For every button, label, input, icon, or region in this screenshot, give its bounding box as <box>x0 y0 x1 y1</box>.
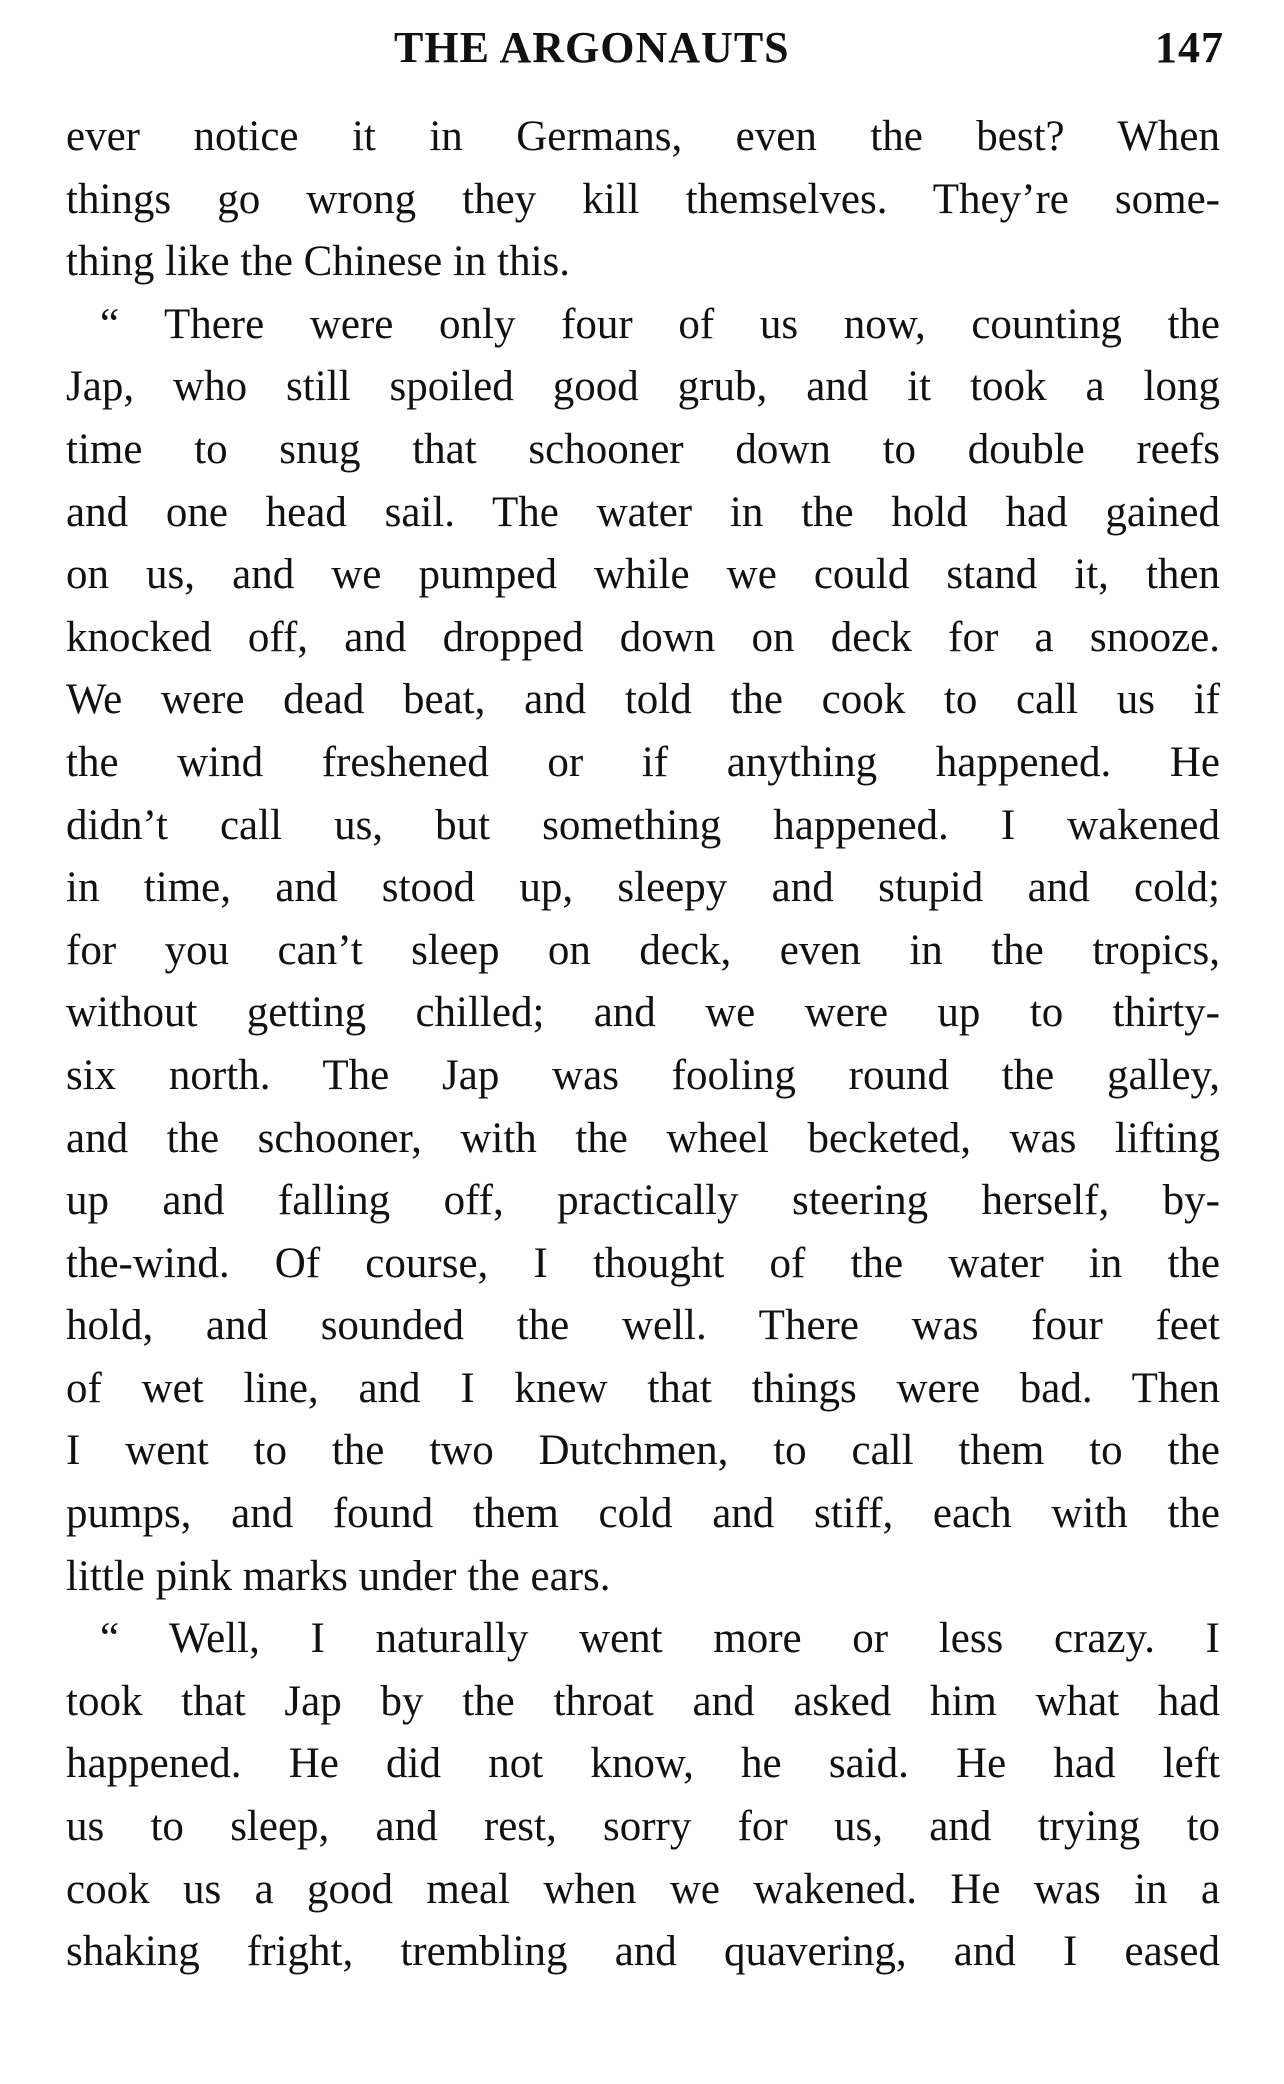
text-line: on us, and we pumped while we could stand it, then <box>66 551 1220 599</box>
paragraph <box>66 294 1220 1608</box>
page-number: 147 <box>1155 23 1224 72</box>
text-line: time to snug that schooner down to double reefs <box>66 425 1220 473</box>
running-title: THE ARGONAUTS <box>394 23 790 72</box>
text-line: little pink marks under the ears. <box>66 1552 611 1600</box>
text-line: didn’t call us, but something happened. I wakened <box>66 801 1220 849</box>
text-line: for you can’t sleep on deck, even in the tropics, <box>66 926 1220 974</box>
text-line: took that Jap by the throat and asked him what had <box>66 1677 1220 1725</box>
paragraph <box>66 1608 1220 1984</box>
text-line: ever notice it in Germans, even the best? When <box>66 113 1220 160</box>
text-line: thing like the Chinese in this. <box>66 238 571 286</box>
text-line: us to sleep, and rest, sorry for us, and trying to <box>66 1803 1220 1851</box>
body-text <box>66 106 1220 1984</box>
text-line: without getting chilled; and we were up to thirty- <box>66 989 1220 1037</box>
text-line: and one head sail. The water in the hold had gained <box>66 488 1220 536</box>
text-line: I went to the two Dutchmen, to call them to the <box>66 1427 1220 1475</box>
text-line: Jap, who still spoiled good grub, and it took a long <box>66 363 1220 411</box>
text-line: happened. He did not know, he said. He had left <box>66 1740 1220 1788</box>
running-head <box>64 22 1224 82</box>
paragraph <box>66 106 1220 294</box>
text-line: “ There were only four of us now, counting the <box>100 300 1220 348</box>
text-line: shaking fright, trembling and quavering, and I eased <box>66 1928 1220 1976</box>
text-line: pumps, and found them cold and stiff, each with the <box>66 1490 1220 1538</box>
text-line: cook us a good meal when we wakened. He was in a <box>66 1865 1220 1913</box>
text-line: things go wrong they kill themselves. They’re some- <box>66 175 1220 223</box>
text-line: six north. The Jap was fooling round the galley, <box>66 1051 1220 1099</box>
text-line: of wet line, and I knew that things were bad. Then <box>66 1364 1220 1412</box>
text-line: up and falling off, practically steering herself, by- <box>66 1177 1220 1225</box>
text-line: in time, and stood up, sleepy and stupid and cold; <box>66 864 1220 912</box>
text-line: the-wind. Of course, I thought of the water in the <box>66 1239 1220 1287</box>
text-line: “ Well, I naturally went more or less crazy. I <box>100 1615 1220 1663</box>
text-line: We were dead beat, and told the cook to call us if <box>66 676 1220 724</box>
text-line: and the schooner, with the wheel becketed, was lifting <box>66 1114 1220 1162</box>
text-line: knocked off, and dropped down on deck for a snooze. <box>66 613 1220 661</box>
text-line: the wind freshened or if anything happened. He <box>66 738 1220 786</box>
text-line: hold, and sounded the well. There was four feet <box>66 1302 1220 1350</box>
